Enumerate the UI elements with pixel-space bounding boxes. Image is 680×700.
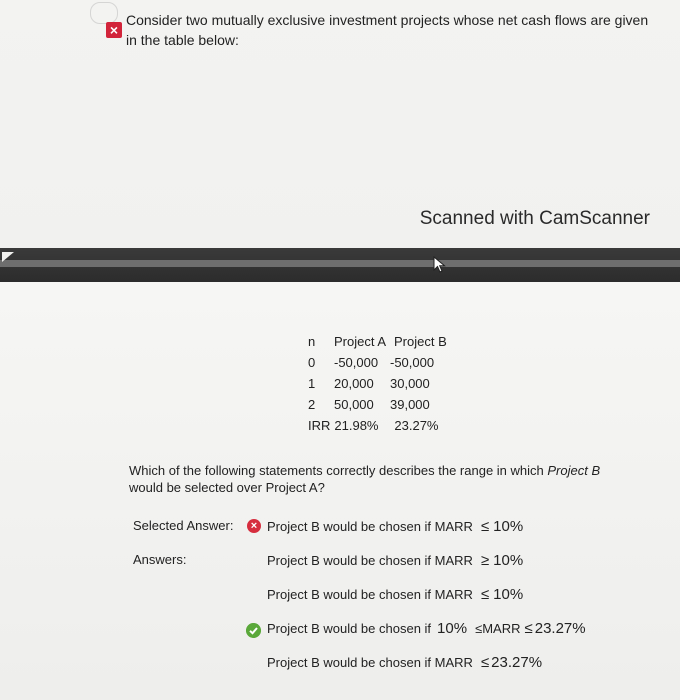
irr-label: IRR bbox=[308, 418, 331, 433]
table-row bbox=[308, 352, 460, 373]
answer-text: Project B would be chosen if MARR bbox=[267, 519, 473, 534]
cell-b: 39,000 bbox=[390, 397, 430, 412]
cell-b: -50,000 bbox=[390, 355, 435, 370]
answer-relation: ≥ bbox=[480, 552, 490, 569]
answer-relation: ≤ bbox=[524, 620, 533, 637]
answer-relation: ≤ bbox=[480, 586, 490, 603]
answer-middle: ≤MARR bbox=[475, 621, 521, 636]
cell-n: 1 bbox=[308, 376, 316, 391]
irr-row bbox=[308, 415, 460, 436]
prompt-text-2: would be selected over Project A? bbox=[129, 480, 325, 495]
answer-relation: ≤ bbox=[480, 518, 490, 535]
answer-option-1 bbox=[267, 552, 523, 569]
scan-divider-stripe bbox=[0, 260, 680, 267]
cell-a: 50,000 bbox=[334, 397, 374, 412]
answer-value: 23.27% bbox=[491, 654, 543, 671]
answer-text: Project B would be chosen if MARR bbox=[267, 587, 473, 602]
mouse-cursor-icon bbox=[433, 256, 447, 274]
header-n: n bbox=[308, 334, 316, 349]
answers-label: Answers: bbox=[133, 552, 187, 567]
cashflow-table bbox=[308, 331, 460, 436]
irr-a: 21.98% bbox=[334, 418, 379, 433]
table-row bbox=[308, 373, 460, 394]
irr-b: 23.27% bbox=[394, 418, 439, 433]
answer-value: 10% bbox=[493, 552, 524, 569]
answer-text: Project B would be chosen if bbox=[267, 621, 432, 636]
table-header-row bbox=[308, 331, 460, 352]
faded-status-icon bbox=[90, 2, 118, 24]
prompt-emphasis: Project B bbox=[547, 463, 601, 478]
cell-a: -50,000 bbox=[334, 355, 379, 370]
incorrect-answer-icon: × bbox=[247, 519, 261, 533]
answer-option-2 bbox=[267, 586, 523, 603]
cell-b: 30,000 bbox=[390, 376, 430, 391]
table-row bbox=[308, 394, 460, 415]
answer-value: 10% bbox=[493, 586, 524, 603]
prompt-text-1: Which of the following statements correctly describes the range in which bbox=[129, 463, 548, 478]
selected-answer-label: Selected Answer: bbox=[133, 518, 234, 533]
answer-text: Project B would be chosen if MARR bbox=[267, 553, 473, 568]
incorrect-icon: × bbox=[106, 22, 122, 38]
answer-value: 23.27% bbox=[534, 620, 586, 637]
cell-a: 20,000 bbox=[334, 376, 374, 391]
question-text: Consider two mutually exclusive investment projects whose net cash flows are given in the table below: bbox=[126, 12, 649, 48]
selected-answer bbox=[267, 518, 523, 535]
header-project-b: Project B bbox=[394, 334, 447, 349]
cell-n: 2 bbox=[308, 397, 316, 412]
answer-option-4 bbox=[267, 654, 542, 671]
answer-text: Project B would be chosen if MARR bbox=[267, 655, 473, 670]
question-prompt bbox=[129, 462, 629, 496]
answer-lower-value: 10% bbox=[437, 620, 468, 637]
correct-answer-icon bbox=[246, 623, 261, 638]
answer-value: 10% bbox=[493, 518, 524, 535]
scanner-watermark: Scanned with CamScanner bbox=[419, 208, 650, 229]
answer-option-3 bbox=[267, 620, 586, 637]
cell-n: 0 bbox=[308, 355, 316, 370]
header-project-a: Project A bbox=[334, 334, 387, 349]
answer-relation: ≤ bbox=[480, 654, 490, 671]
